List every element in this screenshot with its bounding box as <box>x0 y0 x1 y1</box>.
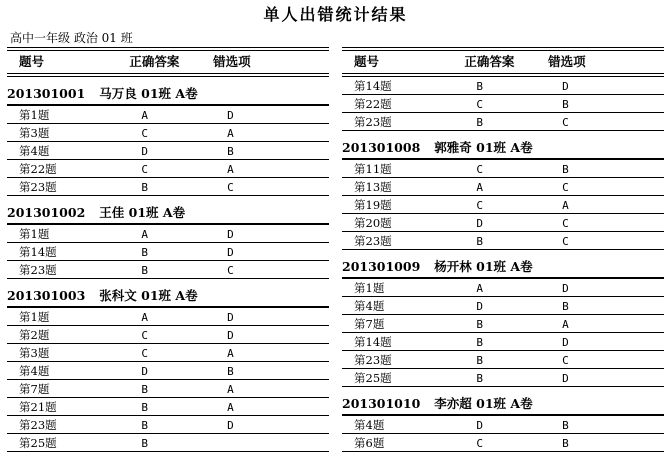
wrong-option: B <box>562 97 569 111</box>
student-section <box>7 196 329 279</box>
error-row <box>7 344 329 362</box>
correct-answer: B <box>476 234 483 248</box>
wrong-option: D <box>562 371 569 385</box>
error-row <box>342 232 664 250</box>
correct-answer: B <box>141 245 148 259</box>
student-section-header <box>342 250 664 279</box>
error-row <box>7 160 329 178</box>
wrong-option: A <box>562 317 569 331</box>
wrong-option: C <box>227 263 234 277</box>
wrong-option: C <box>562 353 569 367</box>
error-row <box>342 297 664 315</box>
class-info: 高中一年级 政治 01 班 <box>10 31 133 45</box>
subtitle-spacer <box>342 30 664 47</box>
wrong-option: C <box>227 180 234 194</box>
question-number: 第14题 <box>19 244 57 259</box>
wrong-option: A <box>227 400 234 414</box>
error-row <box>7 261 329 279</box>
error-row <box>342 351 664 369</box>
question-number: 第25题 <box>354 370 392 385</box>
question-number: 第23题 <box>354 352 392 367</box>
error-row <box>342 315 664 333</box>
student-section-header <box>342 131 664 160</box>
question-number: 第23题 <box>354 114 392 129</box>
error-row <box>7 178 329 196</box>
wrong-option: A <box>227 126 234 140</box>
correct-answer: C <box>141 126 148 140</box>
correct-answer: B <box>476 115 483 129</box>
correct-answer: B <box>141 263 148 277</box>
error-row <box>7 380 329 398</box>
wrong-option: B <box>562 299 569 313</box>
error-row <box>342 178 664 196</box>
wrong-option: B <box>227 144 234 158</box>
question-number: 第7题 <box>354 316 385 331</box>
header-wrong-option: 错选项 <box>548 54 586 69</box>
error-row <box>7 124 329 142</box>
error-row <box>342 333 664 351</box>
question-number: 第14题 <box>354 334 392 349</box>
table-header-left <box>7 47 329 77</box>
correct-answer: B <box>141 180 148 194</box>
wrong-option: B <box>562 418 569 432</box>
wrong-option: C <box>562 115 569 129</box>
correct-answer: C <box>476 162 483 176</box>
student-name: 马万良 01班 A卷 <box>99 86 198 101</box>
question-number: 第3题 <box>19 345 50 360</box>
correct-answer: B <box>476 353 483 367</box>
question-number: 第22题 <box>19 161 57 176</box>
wrong-option: D <box>227 108 234 122</box>
error-row <box>7 326 329 344</box>
correct-answer: A <box>141 227 148 241</box>
error-row <box>7 106 329 124</box>
correct-answer: D <box>141 364 148 378</box>
correct-answer: A <box>476 281 483 295</box>
correct-answer: B <box>476 317 483 331</box>
question-number: 第2题 <box>19 327 50 342</box>
student-name: 李亦超 01班 A卷 <box>434 396 533 411</box>
correct-answer: C <box>476 436 483 450</box>
correct-answer: B <box>476 79 483 93</box>
header-question-number: 题号 <box>19 54 45 69</box>
error-row <box>342 113 664 131</box>
wrong-option: B <box>227 364 234 378</box>
correct-answer: A <box>141 310 148 324</box>
student-name: 张科文 01班 A卷 <box>99 288 198 303</box>
error-row <box>7 225 329 243</box>
error-row <box>342 95 664 113</box>
question-number: 第23题 <box>19 262 57 277</box>
correct-answer: B <box>476 335 483 349</box>
left-column <box>7 30 329 452</box>
correct-answer: D <box>476 418 483 432</box>
question-number: 第11题 <box>354 161 392 176</box>
student-section-header <box>7 279 329 308</box>
correct-answer: C <box>141 346 148 360</box>
correct-answer: C <box>476 97 483 111</box>
correct-answer: A <box>141 108 148 122</box>
right-table-body <box>342 77 664 452</box>
question-number: 第20题 <box>354 215 392 230</box>
correct-answer: B <box>141 382 148 396</box>
error-row <box>342 416 664 434</box>
student-name: 郭雅奇 01班 A卷 <box>434 140 533 155</box>
wrong-option: D <box>227 328 234 342</box>
correct-answer: C <box>476 198 483 212</box>
question-number: 第22题 <box>354 96 392 111</box>
question-number: 第4题 <box>354 298 385 313</box>
correct-answer: B <box>141 418 148 432</box>
error-row <box>7 308 329 326</box>
wrong-option: D <box>227 245 234 259</box>
student-id: 201301001 <box>7 86 86 101</box>
wrong-option: C <box>562 234 569 248</box>
question-number: 第23题 <box>19 417 57 432</box>
right-column <box>342 30 664 452</box>
wrong-option: B <box>562 436 569 450</box>
error-row <box>342 77 664 95</box>
question-number: 第6题 <box>354 435 385 450</box>
question-number: 第1题 <box>354 280 385 295</box>
error-row <box>7 398 329 416</box>
report-title: 单人出错统计结果 <box>263 5 408 24</box>
question-number: 第19题 <box>354 197 392 212</box>
question-number: 第13题 <box>354 179 392 194</box>
error-row <box>342 369 664 387</box>
student-section <box>7 279 329 452</box>
question-number: 第23题 <box>354 233 392 248</box>
error-row <box>7 362 329 380</box>
question-number: 第4题 <box>354 417 385 432</box>
question-number: 第14题 <box>354 78 392 93</box>
error-row <box>342 279 664 297</box>
left-table-body <box>7 77 329 452</box>
correct-answer: B <box>141 436 148 450</box>
correct-answer: C <box>141 328 148 342</box>
error-row <box>7 243 329 261</box>
wrong-option: D <box>562 281 569 295</box>
table-header-right <box>342 47 664 77</box>
correct-answer: C <box>141 162 148 176</box>
question-number: 第21题 <box>19 399 57 414</box>
wrong-option: D <box>227 227 234 241</box>
student-section-header <box>7 77 329 106</box>
correct-answer: B <box>476 371 483 385</box>
student-section <box>7 77 329 196</box>
question-number: 第1题 <box>19 226 50 241</box>
wrong-option: B <box>562 162 569 176</box>
student-id: 201301009 <box>342 259 421 274</box>
question-number: 第1题 <box>19 309 50 324</box>
student-section <box>342 387 664 452</box>
wrong-option: D <box>227 310 234 324</box>
error-row <box>342 160 664 178</box>
correct-answer: D <box>476 216 483 230</box>
student-id: 201301003 <box>7 288 86 303</box>
student-section <box>342 131 664 250</box>
question-number: 第4题 <box>19 363 50 378</box>
student-section <box>342 250 664 387</box>
header-wrong-option: 错选项 <box>213 54 251 69</box>
correct-answer: B <box>141 400 148 414</box>
question-number: 第25题 <box>19 435 57 450</box>
wrong-option: C <box>562 216 569 230</box>
student-name: 王佳 01班 A卷 <box>99 205 186 220</box>
question-number: 第3题 <box>19 125 50 140</box>
question-number: 第23题 <box>19 179 57 194</box>
student-section-header <box>342 387 664 416</box>
wrong-option: C <box>562 180 569 194</box>
student-section-header <box>7 196 329 225</box>
wrong-option: D <box>562 335 569 349</box>
student-id: 201301008 <box>342 140 421 155</box>
error-row <box>7 142 329 160</box>
student-name: 杨开林 01班 A卷 <box>434 259 533 274</box>
correct-answer: D <box>476 299 483 313</box>
wrong-option <box>213 437 329 450</box>
question-number: 第4题 <box>19 143 50 158</box>
error-row <box>7 434 329 452</box>
error-row <box>7 416 329 434</box>
correct-answer: A <box>476 180 483 194</box>
correct-answer: D <box>141 144 148 158</box>
header-question-number: 题号 <box>354 54 380 69</box>
wrong-option: A <box>562 198 569 212</box>
error-row <box>342 196 664 214</box>
question-number: 第7题 <box>19 381 50 396</box>
error-row <box>342 214 664 232</box>
wrong-option: A <box>227 346 234 360</box>
wrong-option: A <box>227 382 234 396</box>
wrong-option: A <box>227 162 234 176</box>
wrong-option: D <box>562 79 569 93</box>
wrong-option: D <box>227 418 234 432</box>
header-correct-answer: 正确答案 <box>464 54 515 69</box>
student-id: 201301002 <box>7 205 86 220</box>
question-number: 第1题 <box>19 107 50 122</box>
student-id: 201301010 <box>342 396 421 411</box>
header-correct-answer: 正确答案 <box>129 54 180 69</box>
report-columns <box>0 30 671 452</box>
error-row <box>342 434 664 452</box>
